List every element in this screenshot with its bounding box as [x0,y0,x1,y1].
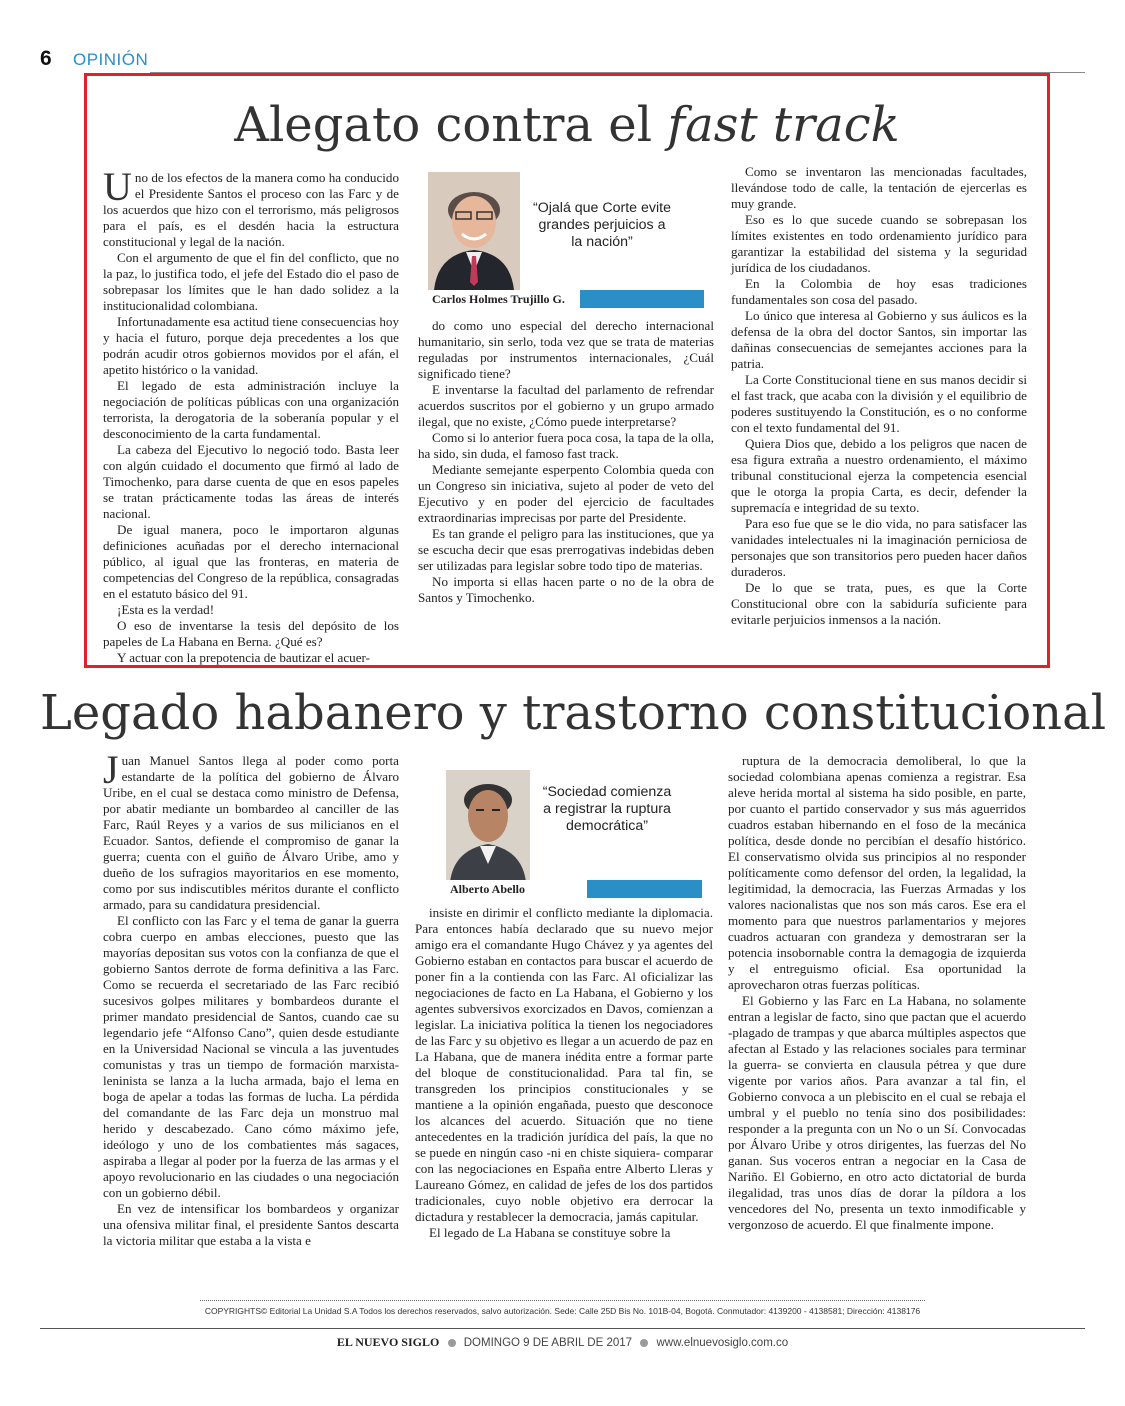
bullet-icon [640,1339,648,1347]
copyright-notice: COPYRIGHTS© Editorial La Unidad S.A Todos los derechos reservados, salvo autorización. Sede: Calle 25D Bis No. 101B-04, Bogotá. Conmutador: 4139200 - 4138581; Dirección: 4138176 [204,1306,921,1316]
article2-author-name: Alberto Abello [446,880,702,898]
drop-cap: U [103,164,132,209]
article1-column-2 [418,318,714,663]
article1-column-3 [731,164,1027,664]
article1-title: Alegato contra el fast track [234,97,900,153]
paragraph: Juan Manuel Santos llega al poder como porta estandarte de la política del gobierno de Álvaro Uribe, en el cual se destaca como ministro de Defensa, por abatir mediante un bombardeo al canciller de las Farc, Raúl Reyes y a varios de sus milicianos en el Ecuador. Santos, defiende el compromiso de ganar la guerra; cuenta con el guiño de Álvaro Uribe, amo y dueño de los sufragios mayoritarios en ese momento, como por sus indiscutibles méritos durante el conflicto armado, para su candidatura presidencial. [103,747,399,912]
paragraph: O eso de inventarse la tesis del depósito de los papeles de La Habana en Berna. ¿Qué es? [103,618,399,649]
paragraph: ruptura de la democracia demoliberal, lo que la sociedad colombiana apenas comienza a registrar. Esa aleve herida mortal al sistema ha sido posible, en parte, por cuanto el partido conservador y sus más aguerridos cuadros estaban hibernando en el foso de la mecánica política, desde donde no percibían el desafío histórico. El conservatismo olvida sus principios al no responder políticamente como defensor del orden, la legalidad, la legitimidad, la democracia, las Fuerzas Armadas y los valores nacionalistas que nos son más caros. Ese era el momento para que nuestros parlamentarios y mejores cuadros actuaran con grandeza y demostraran ser la potencia insobornable contra la demagogia de izquierda y el entreguismo oficial. Esa oportunidad la aprovecharon otras fuerzas políticas. [728,753,1026,992]
paragraph: ¡Esta es la verdad! [117,602,215,617]
paragraph: Para eso fue que se le dio vida, no para satisfacer las vanidades intelectuales ni la imaginación perniciosa de personajes que son transitorios pero pueden hacer daños duraderos. [731,516,1027,579]
section-label: OPINIÓN [73,50,149,69]
paragraph: Mediante semejante esperpento Colombia queda con un Congreso sin iniciativa, sujeto al poder de veto del Ejecutivo y en poder del ejercicio de facultades extraordinarias imprecisas por parte del Presidente. [418,462,714,525]
footer-line [40,1335,1085,1350]
footer-dotted-rule [200,1300,925,1301]
page-number: 6 [40,47,52,70]
paragraph: Como se inventaron las mencionadas facultades, llevándose todo de calle, la tentación de ejercerlas es muy grande. [731,164,1027,211]
author-portrait-icon [446,770,530,882]
paragraph: do como uno especial del derecho internacional humanitario, sin serlo, toda vez que se trata de materias reguladas por instrumentos internacionales, ¿Cuál significado tiene? [418,318,714,381]
paragraph: La Corte Constitucional tiene en sus manos decidir si el fast track, que acaba con la división y el equilibrio de poderes sustituyendo la Constitución, es o no conforme con el texto fundamental del 91. [731,372,1027,435]
author-portrait-icon [428,172,520,290]
article2-column-2 [415,905,713,1285]
paragraph: De igual manera, poco le importaron algunas definiciones acuñadas por el derecho internacional público, al igual que las fronteras, en materia de competencias del Congreso de la república, consagradas en el estatuto básico del 91. [103,522,399,601]
paragraph: insiste en dirimir el conflicto mediante la diplomacia. Para entonces había declarado que su nuevo mejor amigo era el comandante Hugo Chávez y ya agentes del Gobierno estaban en contactos para buscar el acuerdo de poner fin a la contienda con las Farc. Al oficializar las negociaciones de facto en La Habana, el Gobierno y los agentes subversivos exorcizados en Davos, comienzan a legislar. La iniciativa política la tienen los negociadores de las Farc y su objetivo es llegar a un acuerdo de paz en La Habana, que de manera inédita entre a formar parte del bloque de constitucionalidad. Para tal fin, se transgreden los principios constitucionales y se mantiene a la opinión engañada, puesto que desconoce los alcances del acuerdo. Situación que no tiene antecedentes en la tradición jurídica del país, la que no se puede en ningún caso -ni en chiste siquiera- comparar con las negociaciones en España entre Alberto Lleras y Laureano Gómez, en calidad de jefes de los dos partidos tradicionales, cuyo noble objetivo era derrocar la dictadura y restablecer la democracia, jamás capitular. [415,905,713,1224]
website-link[interactable]: www.elnuevosiglo.com.co [656,1337,789,1349]
article1-column-1 [103,164,399,665]
paragraph: La cabeza del Ejecutivo lo negoció todo. Basta leer con algún cuidado el documento que firmó al lado de Timochenko, para darse cuenta de que en esos papeles se tratan prácticamente todas las áreas de interés nacional. [103,442,399,521]
article2-column-1 [103,747,399,1283]
author-photo [446,770,530,882]
paragraph: El Gobierno y las Farc en La Habana, no solamente entran a legislar de facto, sino que pactan que el acuerdo -plagado de trampas y que abarca múltiples aspectos que afectan al Estado y las relaciones sociales para terminar la guerra- se convierta en clausula pétrea y que dure vigente por varios años. Para avanzar a tal fin, el Gobierno convoca a un plebiscito en el cual se rebaja el umbral y el pueblo no tenía sino dos posibilidades: responder a la pregunta con un No o un Sí. Convocadas por Álvaro Uribe y otros dirigentes, las fuerzas del No ganan. Sus voceros entran a negociar en la Casa de Nariño. El Gobierno, en otro acto dictatorial de burda ilegalidad, tras unos días de dorar la píldora a los vencedores del No, presenta un texto inmodificable y vergonzoso de acuerdo. El que finalmente impone. [728,993,1026,1232]
article2-title: Legado habanero y trastorno constitucional [40,685,1107,741]
paragraph: Quiera Dios que, debido a los peligros que nacen de esa figura extraña a nuestro ordenamiento, el máximo tribunal constitucional ejerza la competencia esencial que le otorga la propia Carta, es decir, defender la supremacía e integridad de su texto. [731,436,1027,515]
paragraph: En la Colombia de hoy esas tradiciones fundamentales son cosa del pasado. [731,276,1027,307]
paragraph: No importa si ellas hacen parte o no de la obra de Santos y Timochenko. [418,574,714,605]
paragraph: El conflicto con las Farc y el tema de ganar la guerra cobra cuerpo en ambas elecciones, puesto que las mayorías depositan sus votos con la confianza de que el gobierno Santos derrote de forma definitiva a las Farc. Como se recuerda el secretariado de las Farc recibió sucesivos golpes militares y bombardeos durante el primer mandato presidencial de Santos, cuando cae su legendario jefe “Alfonso Cano”, quien desde estudiante en la Universidad Nacional se vincula a las juventudes comunistas y tras un tiempo de formación marxista-leninista se lanza a la lucha armada, bajo el lema en boga de apelar a todas las formas de lucha. La pérdida del comandante de las Farc deja un monstruo mal herido y descabezado. Cano cómo máximo jefe, ideólogo y uno de los combatientes más sagaces, aspiraba a llegar al poder por la fuerza de las armas y el apoyo revolucionario en las ciudades o una negociación con un gobierno débil. [103,913,399,1200]
paragraph: Infortunadamente esa actitud tiene consecuencias hoy y hacia el futuro, porque deja precedentes a los que podrán acudir otros gobiernos movidos por el afán, el apetito histórico o la vanidad. [103,314,399,377]
footer-rule [40,1328,1085,1329]
article2-column-3 [728,753,1026,1283]
article2-pull-quote: “Sociedad comienza a registrar la ruptura democrática” [542,784,672,834]
newspaper-brand: EL NUEVO SIGLO [336,1335,440,1349]
issue-date: DOMINGO 9 DE ABRIL DE 2017 [463,1337,633,1349]
paragraph: Con el argumento de que el fin del conflicto, que no la paz, lo justifica todo, el jefe del Estado dio el paso de sobrepasar los límites que le han dado solidez a la institucionalidad colombiana. [103,250,399,313]
paragraph: E inventarse la facultad del parlamento de refrendar acuerdos suscritos por el gobierno y un grupo armado ilegal, que no existe, ¿Cómo puede interpretarse? [418,382,714,429]
article1-author-name: Carlos Holmes Trujillo G. [428,290,704,308]
paragraph: Como si lo anterior fuera poca cosa, la tapa de la olla, ha sido, sin duda, el famoso fast track. [418,430,714,461]
bullet-icon [448,1339,456,1347]
paragraph: Lo único que interesa al Gobierno y sus áulicos es la defensa de la obra del doctor Santos, sin importar las dañinas consecuencias de semejantes acciones para la patria. [731,308,1027,371]
article2-author-box [446,770,702,900]
article1-author-box [428,172,704,310]
author-photo [428,172,520,290]
paragraph: De lo que se trata, pues, es que la Corte Constitucional obre con la sabiduría suficiente para evitarle perjuicios inmensos a la nación. [731,580,1027,627]
paragraph: El legado de La Habana se constituye sobre la [429,1225,671,1240]
drop-cap: J [103,747,119,792]
paragraph: En vez de intensificar los bombardeos y organizar una ofensiva militar final, el presidente Santos descarta la victoria militar que estaba a la vista e [103,1201,399,1248]
paragraph: Y actuar con la prepotencia de bautizar el acuer- [117,650,370,665]
paragraph: El legado de esta administración incluye la negociación de políticas públicas con una organización terrorista, la derogatoria de la soberanía popular y el desconocimiento de la carta fundamental. [103,378,399,441]
article1-pull-quote: “Ojalá que Corte evite grandes perjuicios a la nación” [532,200,671,250]
paragraph: Es tan grande el peligro para las instituciones, que ya se escucha decir que esas prerrogativas indebidas deben ser utilizadas para legislar sobre todo tipo de materias. [418,526,714,573]
paragraph: Eso es lo que sucede cuando se sobrepasan los límites existentes en todo ordenamiento jurídico para garantizar la estabilidad del sistema y la seguridad jurídica de los ciudadanos. [731,212,1027,275]
paragraph: Uno de los efectos de la manera como ha conducido el Presidente Santos el proceso con las Farc y de los acuerdos que hizo con el terrorismo, más peligrosos para el país, es el desdén hacia la estructura constitucional y legal de la nación. [103,164,399,249]
